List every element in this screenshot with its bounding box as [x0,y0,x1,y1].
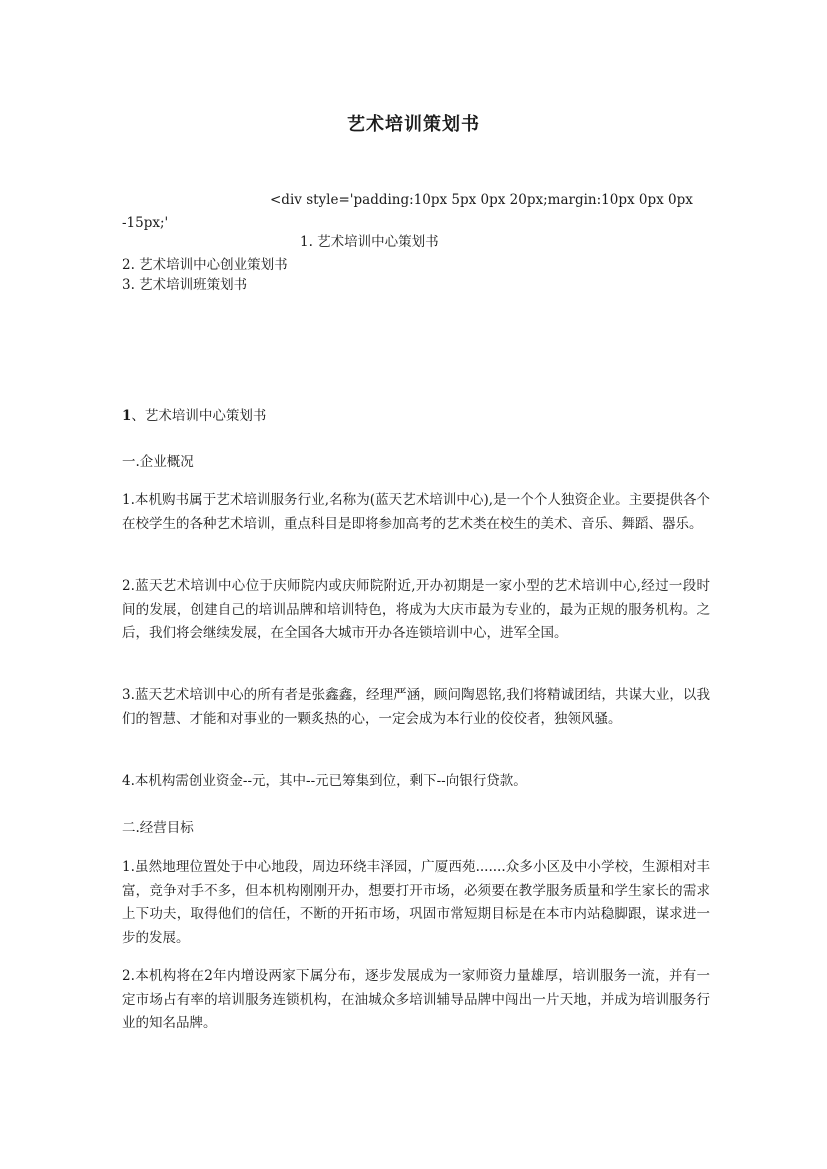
overview-paragraph-4: 4.本机构需创业资金--元，其中--元已筹集到位，剩下--向银行贷款。 [122,773,527,789]
toc-item-2: 2. 艺术培训中心创业策划书 [122,257,288,273]
document-title: 艺术培训策划书 [347,114,480,135]
overview-paragraph-3: 3.蓝天艺术培训中心的所有者是张鑫鑫，经理严涵，顾问陶恩铭,我们将精诚团结，共谋大业，以我们的智慧、才能和对事业的一颗炙热的心，一定会成为本行业的佼佼者，独领风骚。 [122,687,710,727]
goals-paragraph-1: 1.虽然地理位置处于中心地段，周边环绕丰泽园，广厦西苑.......众多小区及中小学校，生源相对丰富，竞争对手不多，但本机构刚刚开办，想要打开市场，必须要在教学服务质量和学生家长的需求上下功夫，取得他们的信任，不断的开拓市场，巩固市常短期目标是在本市内站稳脚跟，谋求进一步的发展。 [122,859,710,946]
section-heading-text: 、艺术培训中心策划书 [131,408,267,424]
section-heading [122,405,712,428]
overview-paragraph-1: 1.本机购书属于艺术培训服务行业,名称为(蓝天艺术培训中心),是一个个人独资企业。主要提供各个在校学生的各种艺术培训，重点科目是即将参加高考的艺术类在校生的美术、音乐、舞蹈、器乐。 [122,492,710,532]
section-heading-number: 1 [122,408,132,424]
raw-markup-text-line-2: -15px;' [122,215,169,231]
overview-paragraph-2: 2.蓝天艺术培训中心位于庆师院内或庆师院附近,开办初期是一家小型的艺术培训中心,经过一段时间的发展，创建自己的培训品牌和培训特色，将成为大庆市最为专业的，最为正规的服务机构。之后，我们将会继续发展，在全国各大城市开办各连锁培训中心，进军全国。 [122,578,710,641]
toc-item-3: 3. 艺术培训班策划书 [122,277,248,293]
goals-paragraph-2: 2.本机构将在2年内增设两家下属分布，逐步发展成为一家师资力量雄厚，培训服务一流，并有一定市场占有率的培训服务连锁机构，在油城众多培训辅导品牌中闯出一片天地，并成为培训服务行业的知名品牌。 [122,968,710,1031]
raw-markup-text-line-1: <div style='padding:10px 5px 0px 20px;margin:10px 0px 0px [270,192,693,208]
part-heading-goals: 二.经营目标 [122,820,194,836]
part-heading-overview: 一.企业概况 [122,454,194,470]
toc-item-1: 1. 艺术培训中心策划书 [300,234,439,250]
